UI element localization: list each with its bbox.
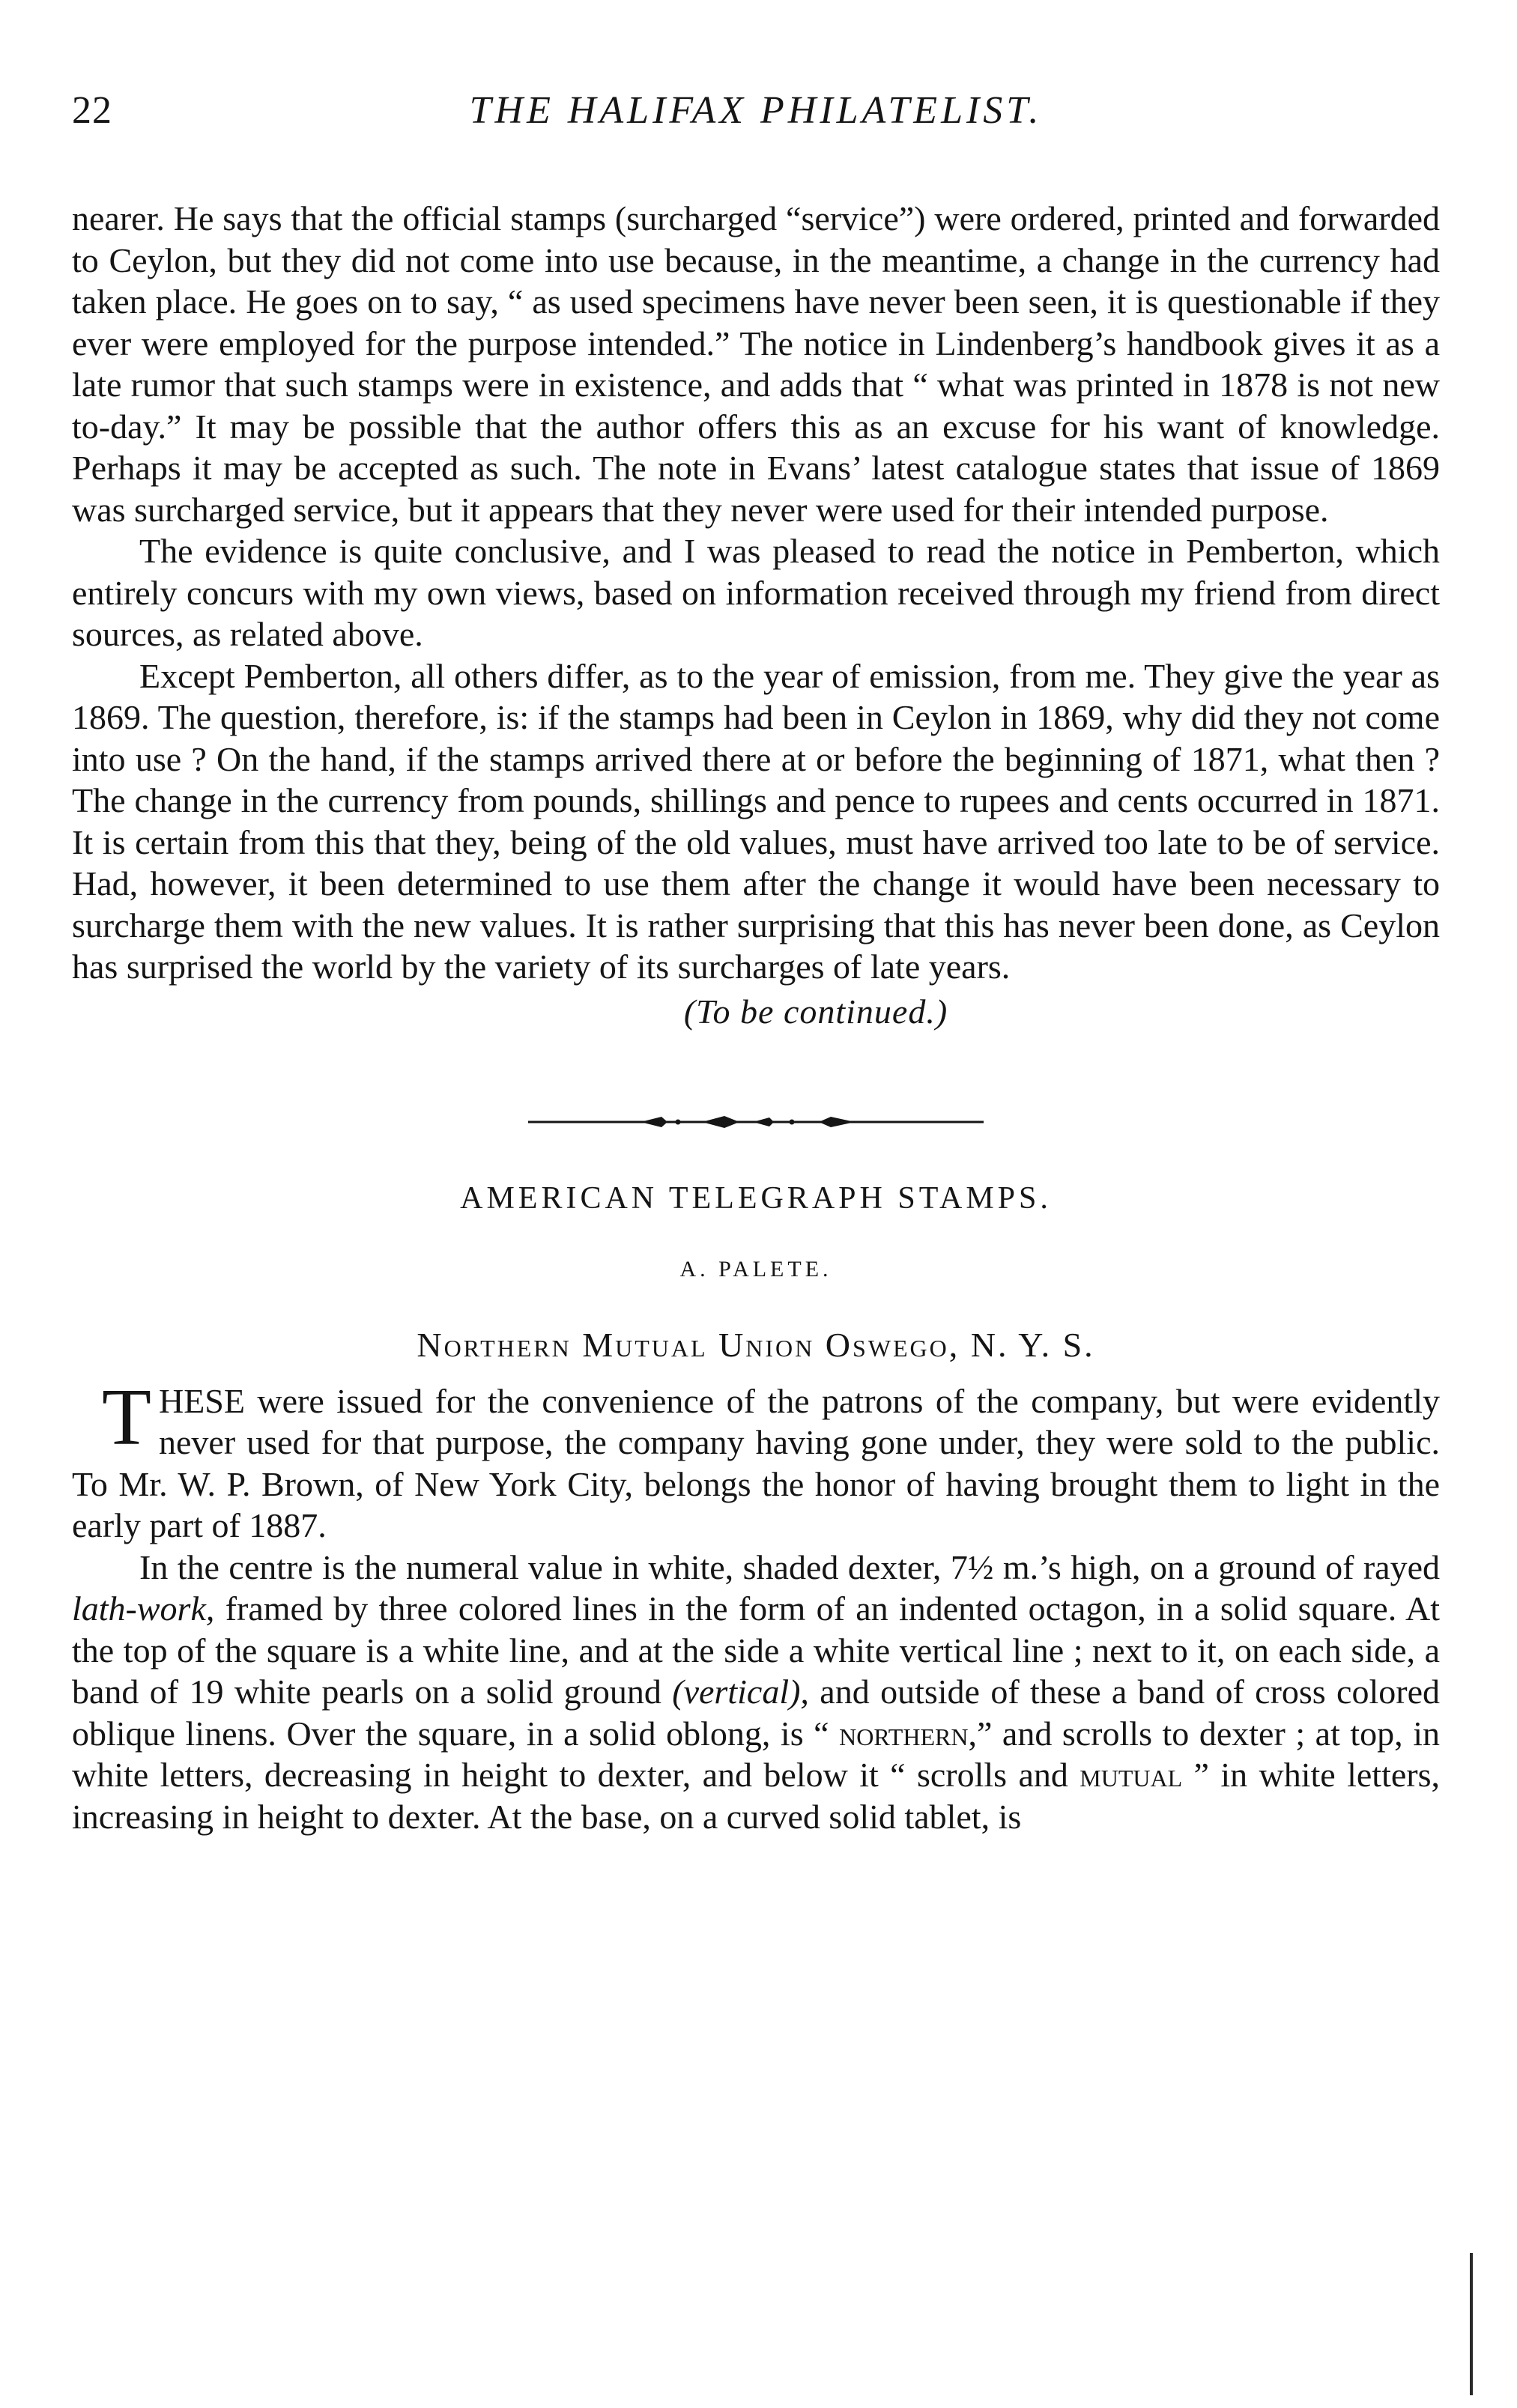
- article-paragraph-1-text: HESE were issued for the convenience of the patrons of the company, but were evidently never used for that purpose, the company having gone under, they were sold to the public. To Mr. W. P. Brown, of New York City, belongs the honor of having brought them to light in the early part of 1887.: [72, 1381, 1440, 1544]
- section-divider-ornament: [528, 1111, 984, 1133]
- article-paragraph-2: [72, 1547, 1440, 1838]
- article-paragraph-2-text-1: In the centre is the numeral value in white, shaded dexter, 7½ m.’s high, on a ground of rayed: [139, 1547, 1440, 1586]
- page: [72, 88, 1440, 1837]
- article-paragraph-2-smallcaps-2: mutual: [1080, 1756, 1183, 1794]
- article-paragraph-2-text-5: ” in white letters, increasing in height to dexter. At the base, on a curved solid tablet, is: [72, 1756, 1441, 1836]
- article-paragraph-2-italic-1: lath-work,: [72, 1589, 215, 1628]
- article-paragraph-2-italic-2: (vertical),: [672, 1672, 809, 1711]
- paragraph-3: Except Pemberton, all others differ, as to the year of emission, from me. They give the year as 1869. The question, therefore, is: if the stamps had been in Ceylon in 1869, why did they not come into use ? On the hand, if the stamps arrived there at or before the beginning of 1871, what then ? The change in the currency from pounds, shillings and pence to rupees and cents occurred in 1871. It is certain from this that they, being of the old values, must have arrived too late to be of service. Had, however, it been determined to use them after the change it would have been necessary to surcharge them with the new values. It is rather surprising that this has never been done, as Ceylon has surprised the world by the variety of its surcharges of late years.: [72, 656, 1440, 986]
- continued-note: (To be continued.): [683, 992, 948, 1031]
- drop-cap: T: [102, 1372, 151, 1462]
- article-subtitle: Northern Mutual Union Oswego, N. Y. S.: [417, 1325, 1095, 1364]
- margin-rule: [1470, 2253, 1473, 2395]
- article-author: A. PALETE.: [679, 1256, 832, 1282]
- paragraph-1: nearer. He says that the official stamps (surcharged “service”) were ordered, printed and forwarded to Ceylon, but they did not come into use because, in the meantime, a change in the currency had taken place. He goes on to say, “ as used specimens have never been seen, it is questionable if they ever were employed for the purpose intended.” The notice in Lindenberg’s handbook gives it as a late rumor that such stamps were in existence, and adds that “ what was printed in 1878 is not new to-day.” It may be possible that the author offers this as an excuse for his want of knowledge. Perhaps it may be accepted as such. The note in Evans’ latest catalogue states that issue of 1869 was surcharged service, but it appears that they never were used for their intended purpose.: [72, 199, 1440, 529]
- article-body: [72, 1372, 1441, 1838]
- article-paragraph-2-text-2: framed by three colored lines in the form of an indented octagon, in a solid square. At the top of the square is a white line, and at the side a white vertical line ; next to it, on each side, a band of 19 white pearls on a solid ground: [72, 1589, 1440, 1711]
- article-paragraph-2-text-4: ” and scrolls to dexter ; at top, in white letters, decreasing in height to dexter, and below it “ scrolls and: [72, 1714, 1441, 1794]
- article-paragraph-1: [72, 1372, 1440, 1547]
- article-title: AMERICAN TELEGRAPH STAMPS.: [460, 1180, 1052, 1216]
- article-paragraph-2-text-3: and outside of these a band of cross colored oblique linens. Over the square, in a solid oblong, is “: [72, 1672, 1440, 1753]
- paragraph-2: The evidence is quite conclusive, and I was pleased to read the notice in Pemberton, which entirely concurs with my own views, based on information received through my friend from direct sources, as related above.: [72, 532, 1440, 653]
- previous-article-text: [72, 198, 1440, 988]
- journal-title: THE HALIFAX PHILATELIST.: [469, 89, 1043, 132]
- article-paragraph-2-smallcaps-1: northern,: [839, 1714, 977, 1753]
- page-number: 22: [72, 89, 112, 132]
- running-head: [72, 88, 1440, 148]
